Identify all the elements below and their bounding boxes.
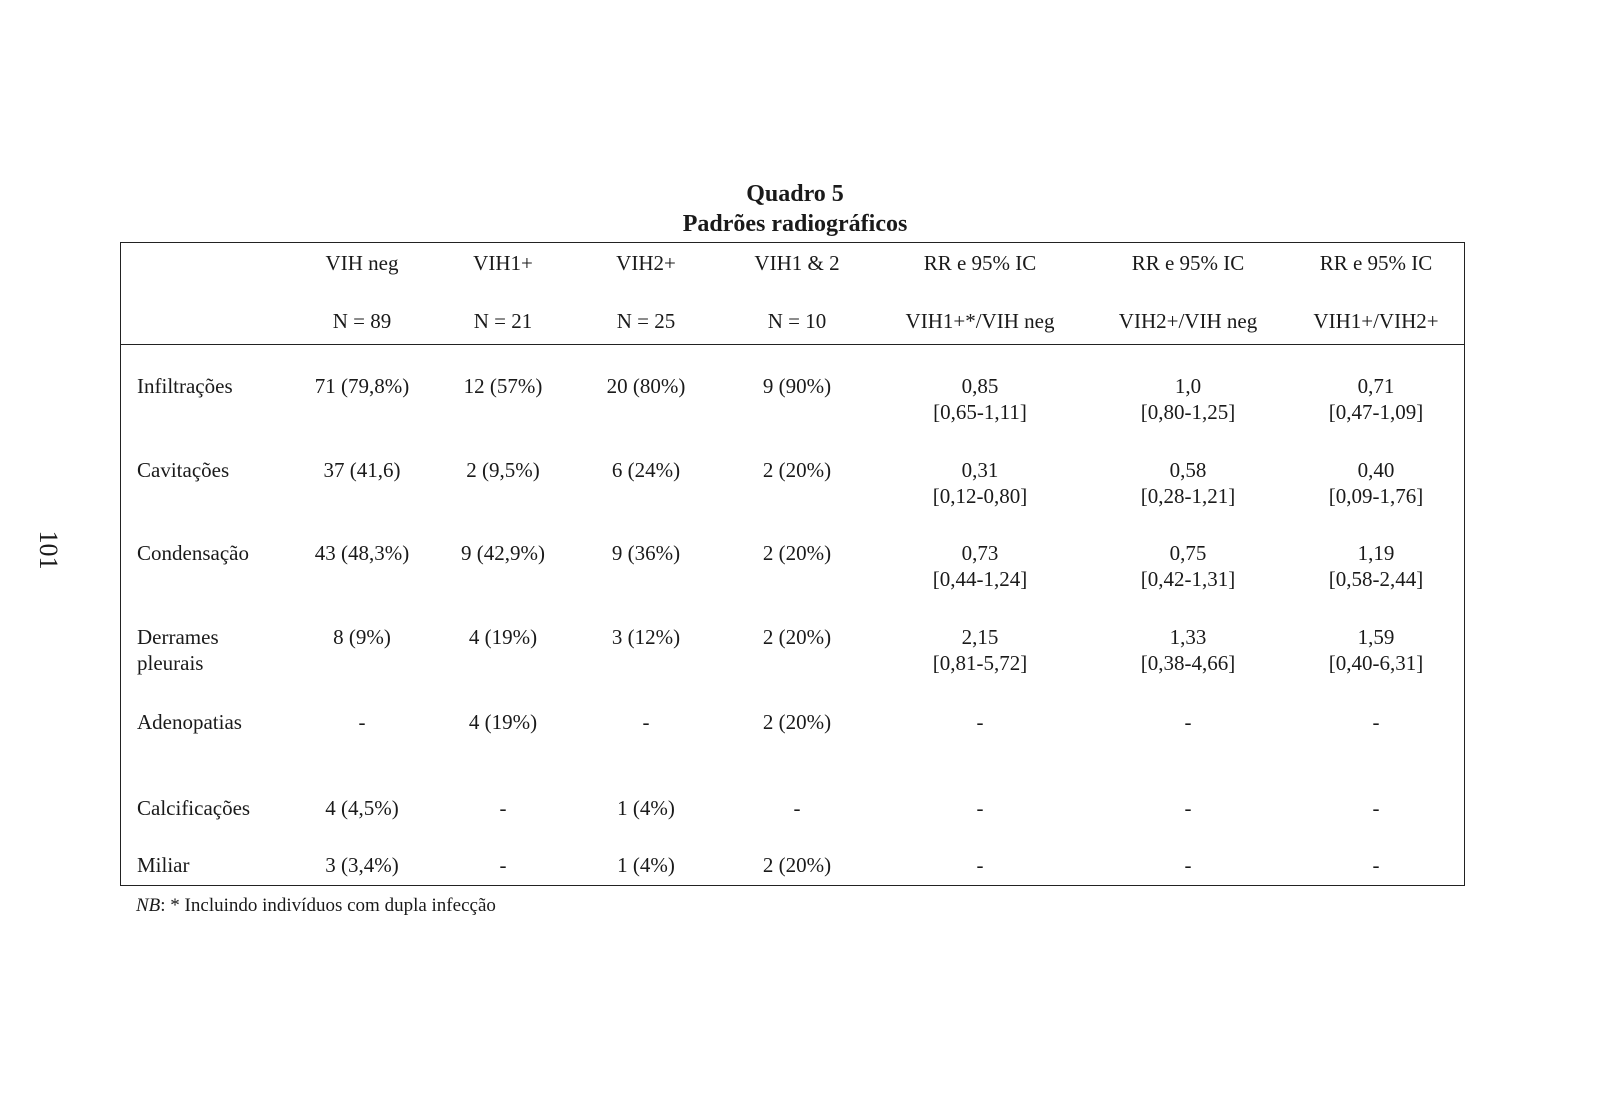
column-header: RR e 95% IC xyxy=(1131,251,1245,275)
row-label: Derrames xyxy=(137,625,219,649)
table-title: Quadro 5 xyxy=(746,181,844,207)
row-label: Condensação xyxy=(137,541,249,565)
table-cell: 3 (12%) xyxy=(611,625,681,649)
column-header: VIH neg xyxy=(325,251,399,275)
row-label: Miliar xyxy=(137,853,190,877)
table-cell: 9 (42,9%) xyxy=(461,541,545,565)
header-divider xyxy=(120,344,1465,345)
page-number: 101 xyxy=(34,530,63,570)
table-cell: 2 (20%) xyxy=(762,541,832,565)
table-cell: - xyxy=(976,710,984,734)
table-cell: 1,0 xyxy=(1174,374,1202,398)
footnote-prefix: NB xyxy=(136,895,161,916)
table-cell: 12 (57%) xyxy=(463,374,543,398)
table-cell: 8 (9%) xyxy=(333,625,391,649)
table-cell: 2 (20%) xyxy=(762,853,832,877)
table-cell: 1 (4%) xyxy=(617,796,675,820)
column-header: VIH2+ xyxy=(616,251,676,275)
table-cell: [0,47-1,09] xyxy=(1328,400,1424,424)
table-cell: 6 (24%) xyxy=(611,458,681,482)
table-cell: [0,28-1,21] xyxy=(1140,484,1236,508)
table-cell: - xyxy=(358,710,366,734)
table-cell: - xyxy=(1372,710,1380,734)
column-subheader: N = 25 xyxy=(616,309,676,333)
column-subheader: VIH2+/VIH neg xyxy=(1118,309,1258,333)
column-header: RR e 95% IC xyxy=(923,251,1037,275)
table-cell: [0,81-5,72] xyxy=(932,651,1028,675)
column-subheader: VIH1+*/VIH neg xyxy=(905,309,1055,333)
row-label: Adenopatias xyxy=(137,710,242,734)
table-cell: 43 (48,3%) xyxy=(314,541,410,565)
column-subheader: N = 21 xyxy=(473,309,533,333)
table-cell: 9 (36%) xyxy=(611,541,681,565)
table-cell: - xyxy=(976,796,984,820)
column-header: RR e 95% IC xyxy=(1319,251,1433,275)
table-cell: 1,59 xyxy=(1357,625,1395,649)
table-cell: 0,75 xyxy=(1169,541,1207,565)
table-cell: - xyxy=(1184,796,1192,820)
row-label: Cavitações xyxy=(137,458,230,482)
table-cell: 2 (20%) xyxy=(762,710,832,734)
table-cell: [0,42-1,31] xyxy=(1140,567,1236,591)
table-cell: 2 (9,5%) xyxy=(466,458,540,482)
table-cell: - xyxy=(642,710,650,734)
table-subtitle: Padrões radiográficos xyxy=(682,211,908,237)
column-header: VIH1 & 2 xyxy=(754,251,840,275)
table-cell: 2,15 xyxy=(961,625,999,649)
table-cell: - xyxy=(1184,710,1192,734)
table-cell: 1,19 xyxy=(1357,541,1395,565)
table-cell: 71 (79,8%) xyxy=(314,374,410,398)
table-cell: 37 (41,6) xyxy=(323,458,401,482)
table-cell: [0,58-2,44] xyxy=(1328,567,1424,591)
row-label: pleurais xyxy=(137,651,204,675)
table-cell: [0,09-1,76] xyxy=(1328,484,1424,508)
column-subheader: VIH1+/VIH2+ xyxy=(1313,309,1439,333)
footnote xyxy=(136,894,496,918)
table-cell: [0,12-0,80] xyxy=(932,484,1028,508)
table-cell: 0,71 xyxy=(1357,374,1395,398)
table-cell: 0,85 xyxy=(961,374,999,398)
table-cell: 0,58 xyxy=(1169,458,1207,482)
table-cell: - xyxy=(499,796,507,820)
table-cell: 1,33 xyxy=(1169,625,1207,649)
table-cell: [0,40-6,31] xyxy=(1328,651,1424,675)
row-label: Infiltrações xyxy=(137,374,233,398)
table-cell: 20 (80%) xyxy=(606,374,686,398)
table-cell: 2 (20%) xyxy=(762,458,832,482)
table-cell: 4 (4,5%) xyxy=(325,796,399,820)
table-cell: 2 (20%) xyxy=(762,625,832,649)
table-cell: - xyxy=(1372,853,1380,877)
table-cell: 1 (4%) xyxy=(617,853,675,877)
column-header: VIH1+ xyxy=(473,251,533,275)
table-cell: - xyxy=(793,796,801,820)
table-cell: [0,80-1,25] xyxy=(1140,400,1236,424)
column-subheader: N = 89 xyxy=(332,309,392,333)
table-cell: - xyxy=(1184,853,1192,877)
table-cell: 9 (90%) xyxy=(762,374,832,398)
table-cell: [0,38-4,66] xyxy=(1140,651,1236,675)
table-cell: 4 (19%) xyxy=(468,710,538,734)
table-cell: 4 (19%) xyxy=(468,625,538,649)
column-subheader: N = 10 xyxy=(767,309,827,333)
footnote-text: : * Incluindo indivíduos com dupla infecção xyxy=(160,895,496,916)
table-cell: [0,44-1,24] xyxy=(932,567,1028,591)
table-cell: 0,40 xyxy=(1357,458,1395,482)
table-cell: - xyxy=(1372,796,1380,820)
table-cell: - xyxy=(499,853,507,877)
table-cell: - xyxy=(976,853,984,877)
table-cell: [0,65-1,11] xyxy=(933,400,1027,424)
table-cell: 0,73 xyxy=(961,541,999,565)
row-label: Calcificações xyxy=(137,796,251,820)
table-cell: 0,31 xyxy=(961,458,999,482)
table-cell: 3 (3,4%) xyxy=(325,853,399,877)
